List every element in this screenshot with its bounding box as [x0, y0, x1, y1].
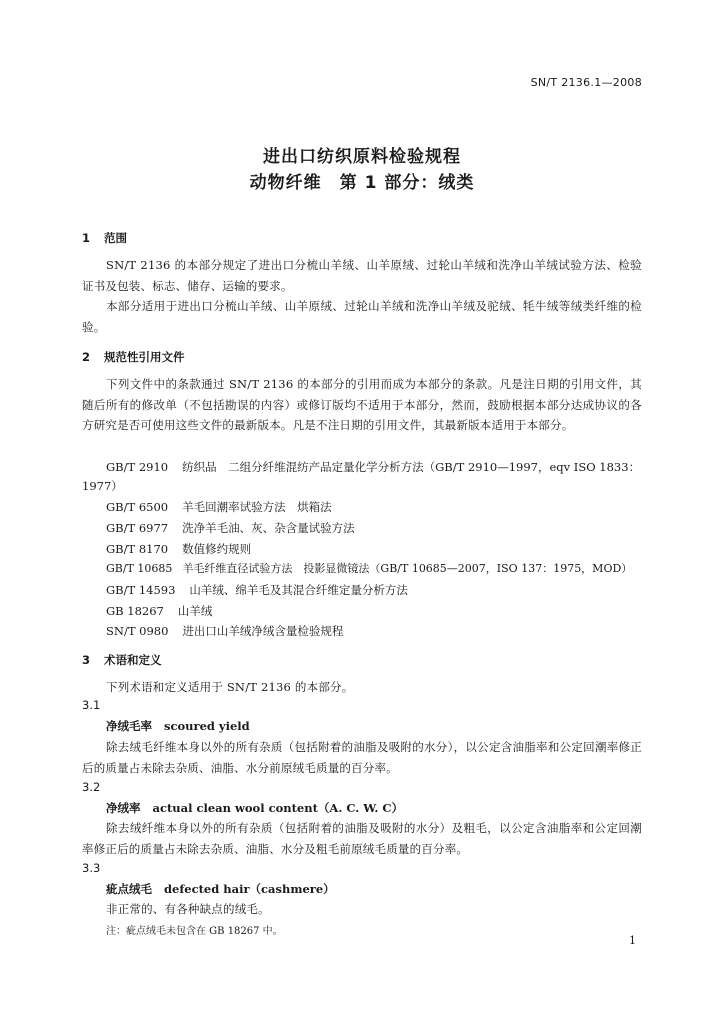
- section-1-paragraph-1: SN/T 2136 的本部分规定了进出口分梳山羊绒、山羊原绒、过轮山羊绒和洗净山羊绒试验方法、检验证书及包装、标志、储存、运输的要求。: [82, 258, 642, 293]
- standard-code: SN/T 2136.1—2008: [530, 76, 642, 89]
- term-heading: [106, 881, 335, 897]
- reference-item: GB/T 8170 数值修约规则: [106, 542, 252, 556]
- section-3-heading: [82, 652, 162, 668]
- section-2-paragraph-1: 下列文件中的条款通过 SN/T 2136 的本部分的引用而成为本部分的条款。凡是注日期的引用文件，其随后所有的修改单（不包括勘误的内容）或修订版均不适用于本部分，然而，鼓励根据本部分达成协议的各方研究是否可使用这些文件的最新版本。凡是不注日期的引用文件，其最新版本适用于本部分。: [82, 377, 642, 432]
- subsection-number: 3.3: [82, 861, 101, 875]
- reference-item: GB/T 6977 洗净羊毛油、灰、杂含量试验方法: [106, 521, 355, 535]
- term-definition: 除去绒毛纤维本身以外的所有杂质（包括附着的油脂及吸附的水分），以公定含油脂率和公定回潮率修正后的质量占未除去杂质、油脂、水分前原绒毛质量的百分率。: [82, 740, 642, 775]
- term-chinese: 净绒率: [106, 801, 141, 815]
- reference-item: GB/T 14593 山羊绒、绵羊毛及其混合纤维定量分析方法: [106, 583, 408, 597]
- section-title: 规范性引用文件: [104, 350, 185, 364]
- subsection-number: 3.2: [82, 780, 101, 794]
- term-heading: [106, 800, 403, 816]
- section-1-paragraph-2: 本部分适用于进出口分梳山羊绒、山羊原绒、过轮山羊绒和洗净山羊绒及驼绒、牦牛绒等绒类纤维的检验。: [82, 299, 642, 334]
- section-1-heading: [82, 230, 127, 246]
- term-definition: 非正常的、有各种缺点的绒毛。: [106, 902, 270, 916]
- term-note: 注：疵点绒毛未包含在 GB 18267 中。: [106, 926, 283, 937]
- section-number: 1: [82, 231, 91, 245]
- reference-item: GB 18267 山羊绒: [106, 604, 213, 618]
- section-3-paragraph-1: 下列术语和定义适用于 SN/T 2136 的本部分。: [106, 680, 354, 694]
- subsection-number: 3.1: [82, 698, 101, 712]
- term-english: scoured yield: [164, 719, 250, 733]
- term-chinese: 疵点绒毛: [106, 882, 152, 896]
- section-title: 范围: [104, 231, 127, 245]
- reference-item: GB/T 6500 羊毛回潮率试验方法 烘箱法: [106, 500, 332, 514]
- section-title: 术语和定义: [104, 653, 162, 667]
- reference-item: GB/T 10685 羊毛纤维直径试验方法 投影显微镜法（GB/T 10685—2007，ISO 137：1975，MOD）: [106, 562, 633, 575]
- term-chinese: 净绒毛率: [106, 719, 152, 733]
- term-heading: [106, 718, 250, 734]
- term-definition: 除去绒纤维本身以外的所有杂质（包括附着的油脂及吸附的水分）及粗毛，以公定含油脂率和公定回潮率修正后的质量占未除去杂质、油脂、水分及粗毛前原绒毛质量的百分率。: [82, 821, 642, 856]
- term-english: actual clean wool content（A. C. W. C）: [152, 801, 404, 815]
- page-number: 1: [629, 934, 636, 947]
- reference-item: SN/T 0980 进出口山羊绒净绒含量检验规程: [106, 624, 344, 638]
- reference-item-continued: 1977）: [82, 479, 123, 493]
- reference-item: GB/T 2910 纺织品 二组分纤维混纺产品定量化学分析方法（GB/T 2910—1997，eqv ISO 1833：: [106, 460, 641, 474]
- term-english: defected hair（cashmere）: [164, 882, 335, 896]
- section-number: 3: [82, 653, 91, 667]
- section-number: 2: [82, 350, 91, 364]
- document-subtitle: 动物纤维 第 1 部分：绒类: [249, 173, 475, 193]
- document-title: 进出口纺织原料检验规程: [263, 147, 461, 167]
- section-2-heading: [82, 349, 185, 365]
